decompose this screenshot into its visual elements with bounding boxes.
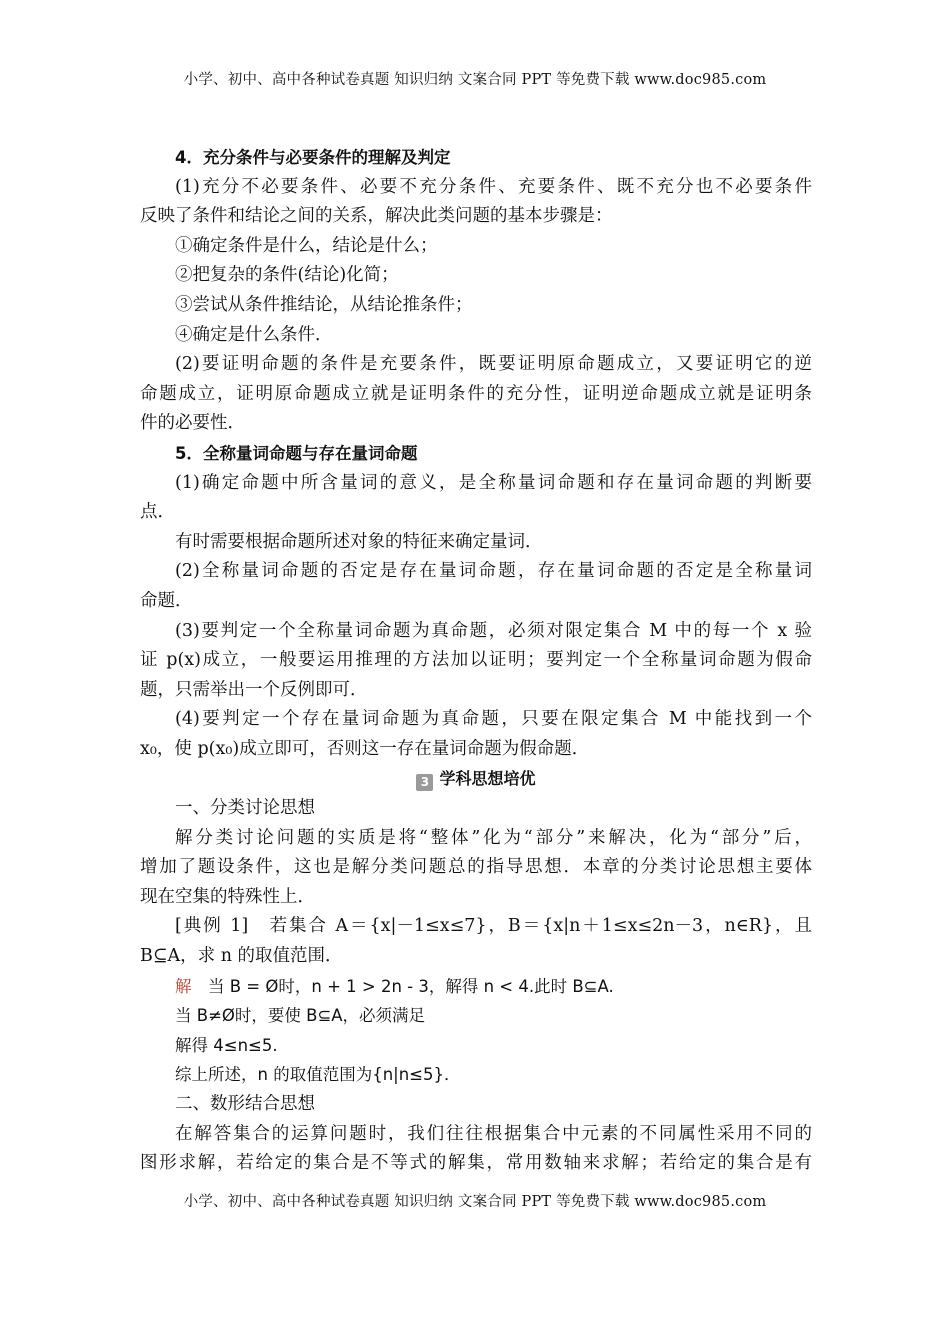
paragraph-line: (2)要证明命题的条件是充要条件，既要证明原命题成立，又要证明它的逆 [175, 354, 812, 375]
paragraph-line: 命题． [140, 590, 193, 611]
example-problem-cont: B⊆A，求 n 的取值范围． [140, 946, 343, 967]
paragraph-line: (1)确定命题中所含量词的意义，是全称量词命题和存在量词命题的判断要 [175, 472, 812, 493]
paragraph-line: 命题成立，证明原命题成立就是证明条件的充分性，证明逆命题成立就是证明条 [140, 383, 812, 404]
paragraph-line: 题，只需举出一个反例即可． [140, 679, 368, 700]
page-header: 小学、初中、高中各种试卷真题 知识归纳 文案合同 PPT 等免费下载 www.doc985.com [183, 72, 767, 88]
page-footer: 小学、初中、高中各种试卷真题 知识归纳 文案合同 PPT 等免费下载 www.doc985.com [183, 1194, 767, 1210]
paragraph-line: 反映了条件和结论之间的关系，解决此类问题的基本步骤是： [140, 206, 613, 227]
section-heading [140, 764, 812, 794]
step-2: ②把复杂的条件(结论)化简； [175, 265, 399, 286]
paragraph-line: 现在空集的特殊性上． [140, 886, 315, 907]
paragraph-line: x₀，使 p(x₀)成立即可，否则这一存在量词命题为假命题． [140, 738, 590, 759]
section-number-badge: 3 [416, 774, 433, 791]
heading-5: 5．全称量词命题与存在量词命题 [175, 443, 418, 463]
paragraph-line: (3)要判定一个全称量词命题为真命题，必须对限定集合 M 中的每一个 x 验 [175, 620, 812, 641]
paragraph-line: (1)充分不必要条件、必要不充分条件、充要条件、既不充分也不必要条件 [175, 176, 812, 197]
paragraph-line: 解分类讨论问题的实质是将“整体”化为“部分”来解决，化为“部分”后， [175, 827, 812, 848]
solution-line [140, 972, 812, 1002]
solution-label: 解 [175, 976, 192, 996]
paragraph-line: 证 p(x)成立，一般要运用推理的方法加以证明；要判定一个全称量词命题为假命 [140, 650, 812, 671]
subheading-number-shape: 二、数形结合思想 [175, 1094, 315, 1114]
paragraph-line: 件的必要性． [140, 413, 245, 434]
paragraph-line: (2)全称量词命题的否定是存在量词命题，存在量词命题的否定是全称量词 [175, 561, 812, 582]
paragraph-line: 图形求解，若给定的集合是不等式的解集，常用数轴来求解；若给定的集合是有 [140, 1153, 812, 1174]
subheading-classification: 一、分类讨论思想 [175, 798, 315, 819]
example-problem: [典例 1] 若集合 A＝{x|－1≤x≤7}，B＝{x|n＋1≤x≤2n－3，n∈R}，且 [175, 916, 812, 937]
solution-text: 当 B = Ø时，n + 1 > 2n - 3，解得 n < 4.此时 B⊆A. [191, 976, 614, 996]
document-body [140, 143, 812, 1179]
solution-line: 当 B≠Ø时，要使 B⊆A，必须满足 [175, 1006, 426, 1026]
paragraph-line: 增加了题设条件，这也是解分类问题总的指导思想．本章的分类讨论思想主要体 [140, 857, 812, 878]
solution-line: 解得 4≤n≤5. [175, 1035, 278, 1055]
step-4: ④确定是什么条件． [175, 324, 333, 345]
paragraph-line: (4)要判定一个存在量词命题为真命题，只要在限定集合 M 中能找到一个 [175, 709, 812, 730]
solution-line: 综上所述，n 的取值范围为{n|n≤5}． [175, 1065, 461, 1085]
paragraph-line: 点． [140, 502, 175, 523]
paragraph-line: 在解答集合的运算问题时，我们往往根据集合中元素的不同属性采用不同的 [175, 1123, 812, 1144]
paragraph-line: 有时需要根据命题所述对象的特征来确定量词． [175, 531, 543, 552]
step-1: ①确定条件是什么，结论是什么； [175, 235, 438, 256]
heading-4: 4．充分条件与必要条件的理解及判定 [175, 148, 451, 167]
step-3: ③尝试从条件推结论，从结论推条件； [175, 294, 473, 315]
section-title: 学科思想培优 [439, 769, 536, 789]
